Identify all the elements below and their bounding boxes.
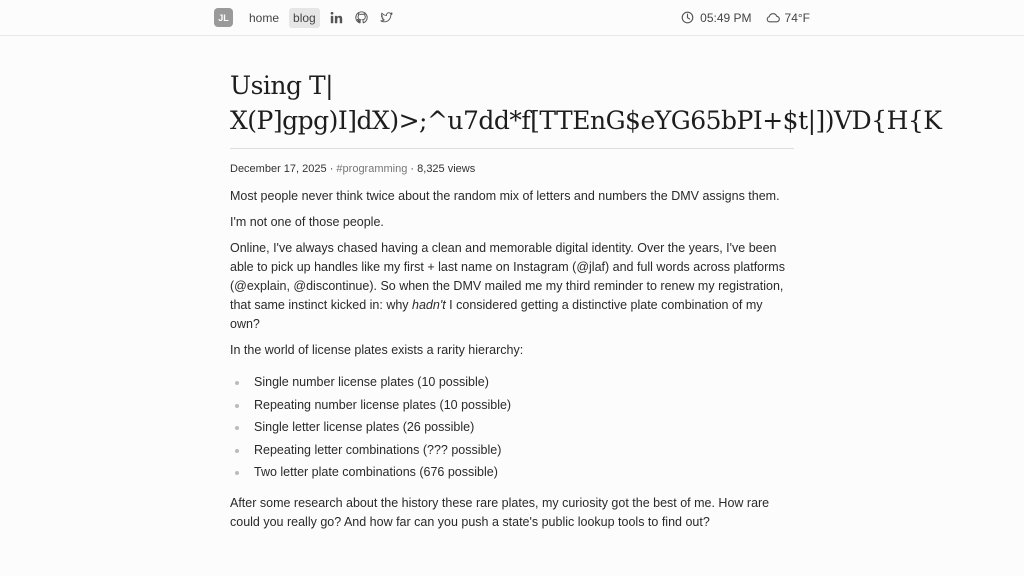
- list-item: Repeating letter combinations (??? possible): [230, 439, 794, 462]
- paragraph-4: In the world of license plates exists a rarity hierarchy:: [230, 343, 524, 357]
- nav-left: [214, 7, 401, 28]
- meta-separator: ·: [410, 163, 418, 175]
- article-views: 8,325 views: [417, 163, 476, 175]
- article-title-line-2: X(P]gpg)I]dX)>;^u7dd*f[TTEnG$eYG65bPI+$t|])VD{H{K: [230, 106, 942, 135]
- article-meta: [230, 163, 794, 175]
- top-navigation-bar: [0, 0, 1024, 36]
- clock-icon: [681, 11, 694, 24]
- paragraph-1: Most people never think twice about the random mix of letters and numbers the DMV assigns them.: [230, 189, 780, 203]
- rarity-list: [230, 371, 794, 484]
- nav-right: [667, 7, 810, 28]
- meta-separator: ·: [329, 163, 337, 175]
- paragraph-3-text-b: I considered getting a distinctive plate combination of my own?: [230, 298, 763, 331]
- article-title-line-1: Using T|: [230, 71, 334, 100]
- clock-widget: [681, 11, 751, 25]
- list-item: Two letter plate combinations (676 possible): [230, 461, 794, 484]
- list-item: Single letter license plates (26 possible): [230, 416, 794, 439]
- temperature: 74°F: [784, 10, 810, 25]
- nav-link-blog[interactable]: blog: [289, 8, 320, 28]
- cloud-icon: [766, 11, 779, 24]
- paragraph-3-emphasis: hadn't: [412, 298, 446, 312]
- linkedin-icon[interactable]: [330, 11, 344, 25]
- article-body: [230, 187, 794, 532]
- title-divider: [230, 148, 794, 149]
- paragraph-2: I'm not one of those people.: [230, 215, 384, 229]
- weather-widget: [766, 11, 810, 25]
- github-icon[interactable]: [355, 11, 369, 25]
- article-title: [230, 68, 942, 138]
- article: [230, 68, 942, 539]
- nav-link-home[interactable]: home: [249, 10, 280, 25]
- list-item: Repeating number license plates (10 possible): [230, 394, 794, 417]
- current-time: 05:49 PM: [700, 10, 752, 25]
- article-date: December 17, 2025: [230, 163, 327, 175]
- paragraph-3-text-a: Online, I've always chased having a clean and memorable digital identity. Over the years, I've been able to pick up handles like my first + last name on Instagram (@jlaf) and full words across platforms (@explain, @discontinue). So when the DMV mailed me my third reminder to renew my registration, that same instinct kicked in: why: [230, 241, 785, 312]
- article-tag[interactable]: #programming: [336, 163, 408, 175]
- list-item: Single number license plates (10 possible): [230, 371, 794, 394]
- paragraph-3: [230, 239, 794, 334]
- twitter-icon[interactable]: [380, 11, 394, 25]
- paragraph-5: After some research about the history these rare plates, my curiosity got the best of me. How rare could you really go? And how far can you push a state's public lookup tools to find out?: [230, 495, 770, 529]
- site-logo[interactable]: JL: [214, 8, 233, 27]
